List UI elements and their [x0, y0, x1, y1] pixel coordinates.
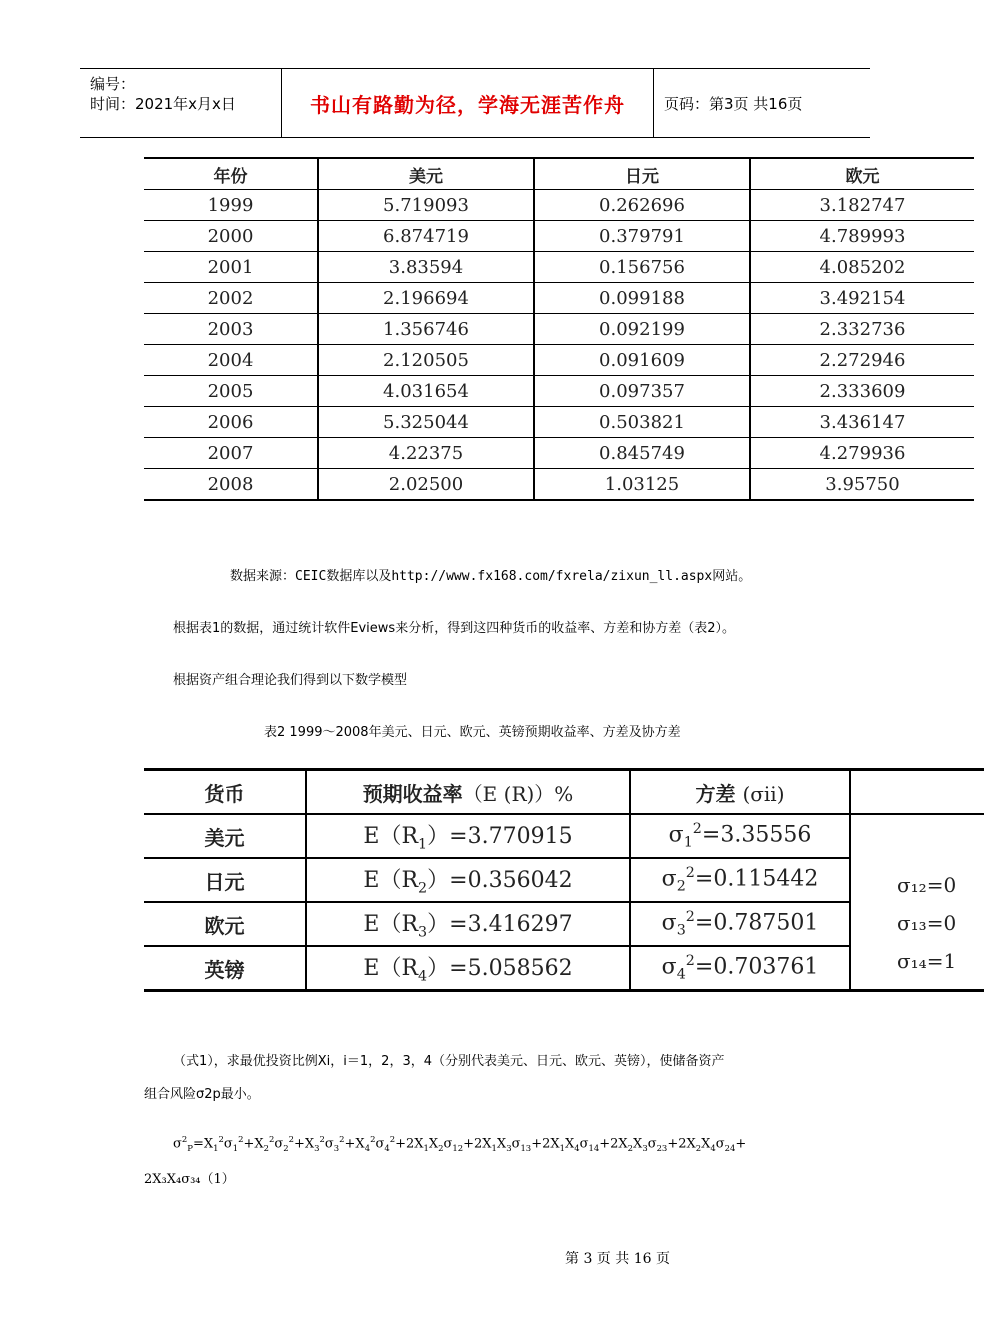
- return-variance-table: [144, 768, 984, 992]
- table-row: [144, 407, 974, 438]
- paragraph-model-intro: 根据资产组合理论我们得到以下数学模型: [173, 673, 408, 688]
- table-cell: 4.031654: [318, 376, 534, 407]
- header-variance-text: 方差: [695, 781, 736, 806]
- table-cell: 0.097357: [534, 376, 750, 407]
- table-cell: 2.120505: [318, 345, 534, 376]
- table-cell: 0.845749: [534, 438, 750, 469]
- table-cell: 4.085202: [750, 252, 974, 283]
- variance-cell: $\sigma_2^2=0.115442$: [630, 858, 850, 902]
- table-cell: 4.279936: [750, 438, 974, 469]
- table-cell: 3.492154: [750, 283, 974, 314]
- table-cell: 2008: [144, 469, 318, 501]
- equation-line2: 2X₃X₄σ₃₄（1）: [144, 1172, 235, 1187]
- return-cell: $E(R_3)=3.416297$: [306, 902, 630, 946]
- table-cell: 0.092199: [534, 314, 750, 345]
- table2-caption: 表2 1999～2008年美元、日元、欧元、英镑预期收益率、方差及协方差: [264, 725, 681, 740]
- header-usd: 美元: [318, 158, 534, 190]
- table-cell: 2006: [144, 407, 318, 438]
- header-page-number: 页码：第3页 共16页: [664, 94, 803, 113]
- table-cell: 2001: [144, 252, 318, 283]
- currency-gbp: 英镑: [144, 946, 306, 991]
- return-cell: $E(R_4)=5.058562$: [306, 946, 630, 991]
- table-cell: 0.156756: [534, 252, 750, 283]
- table-cell: 4.22375: [318, 438, 534, 469]
- table-row: [144, 283, 974, 314]
- table-cell: 2.02500: [318, 469, 534, 501]
- header-covariance-empty: [850, 770, 984, 815]
- return-value: 3.770915: [467, 824, 573, 850]
- exchange-rate-table: [144, 157, 974, 501]
- return-cell: $E(R_2)=0.356042$: [306, 858, 630, 902]
- return-value: 5.058562: [467, 956, 573, 982]
- table-cell: 2003: [144, 314, 318, 345]
- covariance-fragment: σ₁₃=0: [897, 911, 957, 935]
- table-cell: 2002: [144, 283, 318, 314]
- table-cell: 3.436147: [750, 407, 974, 438]
- table-cell: 2.196694: [318, 283, 534, 314]
- return-cell: $E(R_1)=3.770915$: [306, 814, 630, 858]
- table-cell: 2000: [144, 221, 318, 252]
- currency-jpy: 日元: [144, 858, 306, 902]
- variance-value: 0.115442: [713, 866, 819, 892]
- data-source-note: [230, 565, 751, 584]
- header-currency: 货币: [144, 770, 306, 815]
- paragraph-analysis: 根据表1的数据，通过统计软件Eviews来分析，得到这四种货币的收益率、方差和协方差（表2）。: [173, 621, 735, 636]
- header-variance: [630, 770, 850, 815]
- header-page-cell: [654, 69, 870, 137]
- table-cell: 3.95750: [750, 469, 974, 501]
- table-header-row: [144, 158, 974, 190]
- variance-value: 0.703761: [713, 954, 819, 980]
- table-cell: 1.03125: [534, 469, 750, 501]
- header-expected-return-text: 预期收益率: [362, 781, 463, 806]
- table-cell: 3.182747: [750, 190, 974, 221]
- return-value: 3.416297: [467, 912, 573, 938]
- data-source-prefix: 数据来源：: [230, 569, 296, 584]
- document-date-label: 时间：2021年x月x日: [90, 95, 236, 113]
- table-cell: 2004: [144, 345, 318, 376]
- variance-value: 3.35556: [720, 822, 812, 848]
- variance-cell: $\sigma_4^2=0.703761$: [630, 946, 850, 991]
- table-row: [144, 190, 974, 221]
- table-row: [144, 814, 984, 858]
- table-row: [144, 345, 974, 376]
- covariance-fragment: σ₁₂=0: [897, 873, 957, 897]
- header-expected-return-symbol: （E (R)）%: [462, 781, 574, 806]
- table-cell: 0.099188: [534, 283, 750, 314]
- data-source-body: CEIC数据库以及http://www.fx168.com/fxrela/zixun_ll.aspx网站。: [295, 569, 752, 584]
- table-cell: 1999: [144, 190, 318, 221]
- variance-value: 0.787501: [713, 910, 819, 936]
- table-cell: 2.332736: [750, 314, 974, 345]
- table-cell: 4.789993: [750, 221, 974, 252]
- table-row: [144, 252, 974, 283]
- page-header: [80, 68, 870, 138]
- table-row: [144, 221, 974, 252]
- table-cell: 6.874719: [318, 221, 534, 252]
- header-variance-symbol: (σii): [742, 781, 785, 806]
- paragraph-objective-line2: 组合风险σ2p最小。: [144, 1087, 260, 1102]
- variance-cell: $\sigma_1^2=3.35556$: [630, 814, 850, 858]
- table-cell: 2.272946: [750, 345, 974, 376]
- table-row: [144, 438, 974, 469]
- table-row: [144, 376, 974, 407]
- table-row: [144, 314, 974, 345]
- table-cell: 3.83594: [318, 252, 534, 283]
- document-number-label: 编号：: [90, 75, 136, 93]
- header-jpy: 日元: [534, 158, 750, 190]
- variance-cell: $\sigma_3^2=0.787501$: [630, 902, 850, 946]
- table-cell: 5.325044: [318, 407, 534, 438]
- return-value: 0.356042: [467, 868, 573, 894]
- table-cell: 0.262696: [534, 190, 750, 221]
- header-year: 年份: [144, 158, 318, 190]
- table-cell: 2007: [144, 438, 318, 469]
- currency-eur: 欧元: [144, 902, 306, 946]
- equation-line1: $\sigma^2_P=X_1^2\sigma_1^2+X_2^2\sigma_2^2+X_3^2\sigma_3^2+X_4^2\sigma_4^2+2X_1X_2\sigma_{12}+2X_1X_3\sigma_{13}+2X_1X_4\sigma_{14}+2X_2X_3\sigma_{23}+2X_2X_4\sigma_{24}+$: [173, 1134, 747, 1153]
- table-header-row: [144, 770, 984, 815]
- currency-usd: 美元: [144, 814, 306, 858]
- table-cell: 1.356746: [318, 314, 534, 345]
- covariance-fragment: σ₁₄=1: [897, 949, 957, 973]
- header-eur: 欧元: [750, 158, 974, 190]
- table-cell: 2.333609: [750, 376, 974, 407]
- header-motto: 书山有路勤为径，学海无涯苦作舟: [310, 92, 625, 117]
- footer-page-number: 第 3 页 共 16 页: [565, 1251, 670, 1267]
- table-cell: 2005: [144, 376, 318, 407]
- table-row: [144, 469, 974, 501]
- table-cell: 0.503821: [534, 407, 750, 438]
- table-cell: 0.091609: [534, 345, 750, 376]
- table-cell: 0.379791: [534, 221, 750, 252]
- covariance-cell: [850, 814, 984, 991]
- table-cell: 5.719093: [318, 190, 534, 221]
- paragraph-objective-line1: （式1），求最优投资比例Xi，i＝1，2，3，4（分别代表美元、日元、欧元、英镑），使储备资产: [173, 1054, 725, 1069]
- header-info-cell: [80, 69, 282, 137]
- header-expected-return: [306, 770, 630, 815]
- header-motto-cell: [282, 69, 654, 137]
